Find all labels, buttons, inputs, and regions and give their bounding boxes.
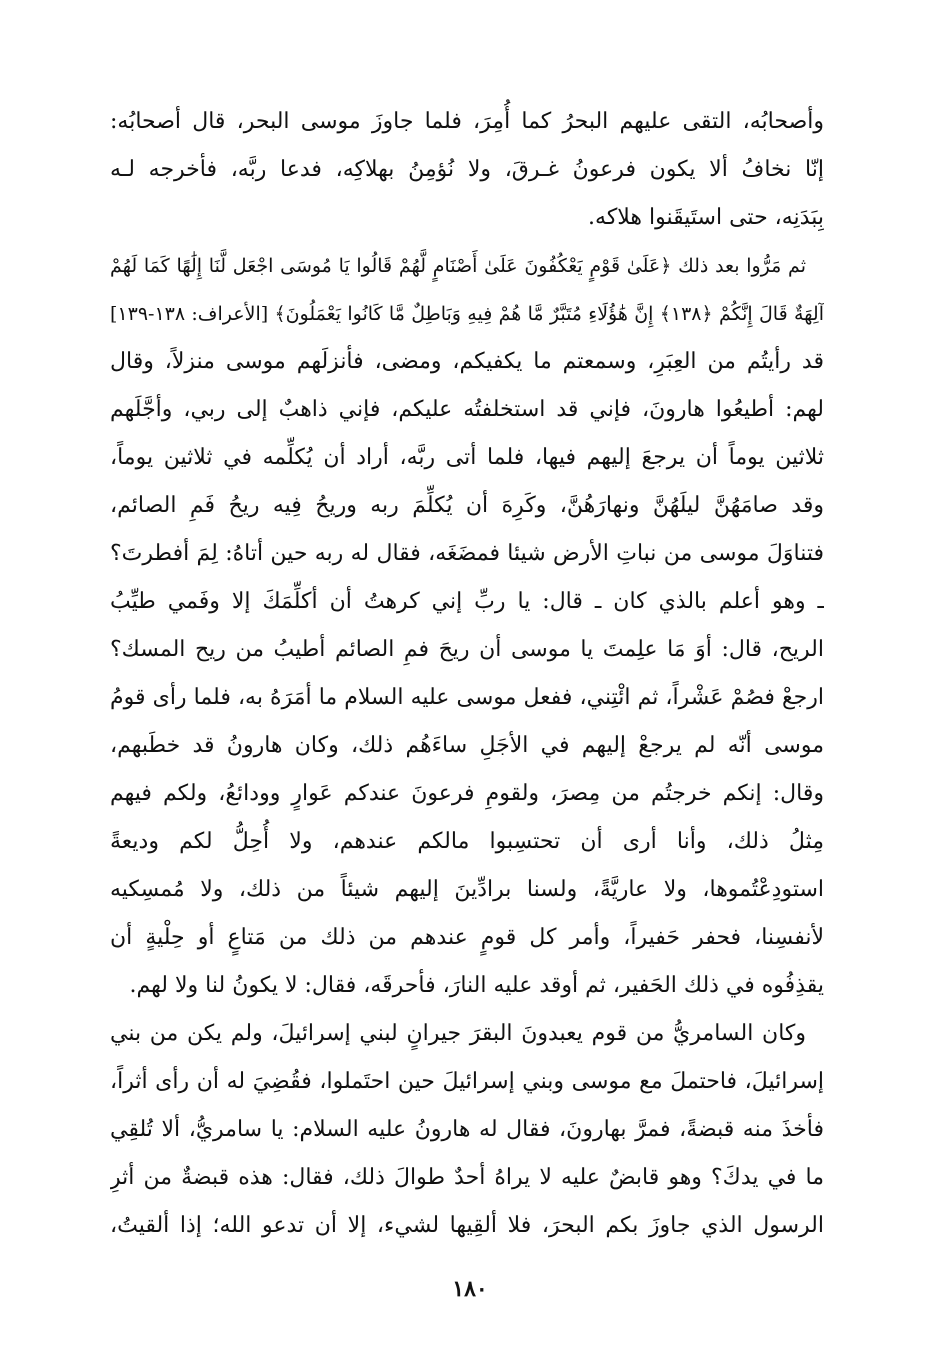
text-line: وأصحابُه، التقى عليهم البحرُ كما أُمِرَ، فلما جاوزَ موسى البحر، قال أصحابُه: — [110, 109, 824, 134]
text-line: الرسول الذي جاوزَ بكم البحرَ، فلا ألقِيها لشيء، إلا أن تدعو الله؛ إذا ألقيتُ، — [110, 1213, 824, 1238]
text-line: الريح، قال: أوَ مَا علِمتَ يا موسى أن ريحَ فمِ الصائم أطيبُ من ريح المسك؟ — [110, 637, 824, 662]
quran-verse-line: ثم مَرُّوا بعد ذلك ﴿عَلَىٰ قَوْمٍ يَعْكُفُونَ عَلَىٰ أَصْنَامٍ لَّهُمْ قَالُوا يَا مُوسَى اجْعَل لَّنَا إِلَٰهًا كَمَا لَهُمْ — [110, 255, 806, 277]
text-line: وقال: إنكم خرجتُم من مِصرَ، ولقومِ فرعونَ عندكم عَوارٍ وودائعُ، ولكم فيهم — [110, 781, 824, 806]
text-line: ـ وهو أعلم بالذي كان ـ قال: يا ربِّ إني كرهتُ أن أكلِّمَكَ إلا وفَمي طيِّبُ — [110, 589, 824, 614]
text-line: لهم: أطيعُوا هارونَ، فإني قد استخلفتُه عليكم، فإني ذاهبٌ إلى ربي، وأجَّلَهم — [110, 397, 824, 422]
text-line: ثلاثين يوماً أن يرجعَ إليهم فيها، فلما أتى ربَّه، أراد أن يُكلِّمه في ثلاثين يوماً، — [110, 445, 824, 470]
text-line: فأخذَ منه قبضةً، فمرَّ بهارونَ، فقال له هارونُ عليه السلام: يا سامريُّ، ألا تُلقِي — [110, 1117, 824, 1142]
text-line: فتناوَلَ موسى من نباتِ الأرض شيئا فمضَغَه، فقال له ربه حين أتاهُ: لِمَ أفطرتَ؟ — [110, 541, 824, 566]
body-text — [110, 98, 824, 1250]
text-line: موسى أنّه لم يرجعْ إليهم في الأجَلِ ساءَهُم ذلك، وكان هارونُ قد خطَبهم، — [110, 733, 824, 758]
text-line: لأنفسِنا، فحفر حَفيراً، وأمر كل قومٍ عندهم من ذلك من مَتاعٍ أو حِلْيةٍ أن — [110, 925, 824, 950]
text-line: ما في يدكَ؟ وهو قابضٌ عليه لا يراهُ أحدٌ طوالَ ذلك، فقال: هذه قبضةٌ من أثرِ — [110, 1165, 824, 1190]
text-line: بِبَدَنِه، حتى استَيقَنوا هلاكه. — [588, 205, 824, 230]
text-line: ارجعْ فصُمْ عَشْراً، ثم ائْتِني، ففعل موسى عليه السلام ما أمَرَهُ به، فلما رأى قومُ — [110, 685, 824, 710]
text-line: إنّا نخافُ ألا يكون فرعونُ غـرقَ، ولا نُؤمِنُ بهلاكِه، فدعا ربَّه، فأخرجه لـه — [110, 157, 824, 182]
text-line: وقد صامَهُنَّ ليلَهُنَّ ونهارَهُنَّ، وكَرِهَ أن يُكلِّمَ ربه وريحُ فِيه ريحُ فَمِ الصائم، — [110, 493, 824, 518]
text-line: وكان السامريُّ من قوم يعبدونَ البقرَ جيرانٍ لبني إسرائيلَ، ولم يكن من بني — [110, 1021, 806, 1046]
page-number: ١٨٠ — [452, 1276, 488, 1302]
text-line: مِثلُ ذلك، وأنا أرى أن تحتسِبوا مالكم عندهم، ولا أُحِلُّ لكم وديعةً — [110, 829, 824, 854]
text-line: استودِعْتُموها، ولا عاريَّةً، ولسنا برادِّينَ إليهم شيئاً من ذلك، ولا مُمسِكيه — [110, 877, 824, 902]
text-line: إسرائيلَ، فاحتملَ مع موسى وبني إسرائيلَ حين احتَملوا، فقُضِيَ له أن رأى أثراً، — [110, 1069, 824, 1094]
text-line: قد رأيتُم من العِبَرِ، وسمعتم ما يكفيكم، ومضى، فأنزلَهم موسى منزلاً، وقال — [110, 349, 824, 374]
quran-verse-line: آلِهَةٌ قَالَ إِنَّكُمْ ﴿١٣٨﴾ إِنَّ هَٰؤُلَاءِ مُتَبَّرٌ مَّا هُمْ فِيهِ وَبَاطِلٌ مَّا كَانُوا يَعْمَلُونَ﴾ [الأعراف: ١٣٨-١٣٩] — [110, 303, 824, 325]
text-line: يقذِفُوه في ذلك الحَفير، ثم أوقد عليه النارَ، فأحرقَه، فقال: لا يكونُ لنا ولا لهم. — [129, 973, 824, 998]
